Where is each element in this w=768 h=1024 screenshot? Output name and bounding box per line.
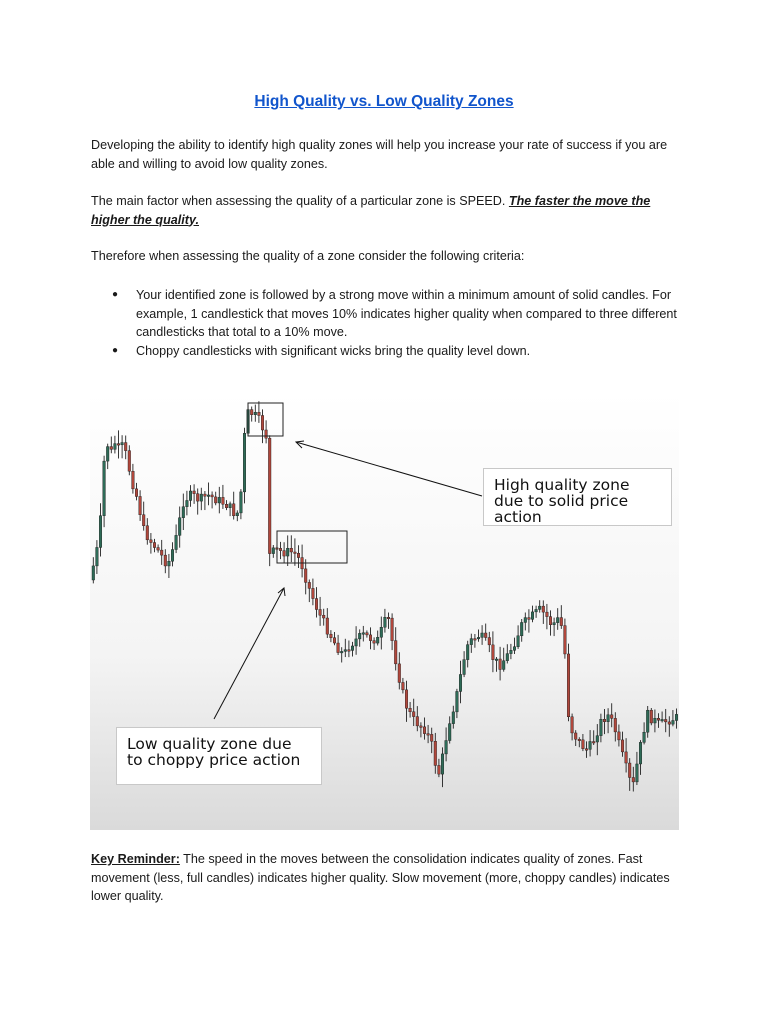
candle-body [556, 618, 559, 623]
candle-body [333, 638, 336, 643]
candle-body [99, 516, 102, 548]
candle-body [319, 610, 322, 616]
speed-emphasis: The faster the move the higher the quality. [91, 194, 651, 227]
candle-body [286, 548, 289, 556]
candle-body [268, 438, 271, 553]
candle-body [520, 622, 523, 635]
criteria-item-text: Choppy candlesticks with significant wicks bring the quality level down. [136, 343, 531, 358]
candle-body [297, 553, 300, 557]
criteria-intro: Therefore when assessing the quality of a zone consider the following criteria: [91, 249, 525, 263]
candle-body [416, 717, 419, 726]
candle-body [636, 764, 639, 782]
candle-body [459, 674, 462, 691]
candle-body [326, 618, 329, 634]
candle-body [186, 500, 189, 506]
candle-body [160, 550, 163, 555]
candle-body [546, 612, 549, 616]
candle-body [628, 763, 631, 777]
candle-body [387, 617, 390, 619]
candle-body [168, 561, 171, 566]
candle-body [610, 715, 613, 719]
candle-body [394, 641, 397, 664]
candle-body [409, 708, 412, 712]
candle-body [438, 765, 441, 774]
candle-body [528, 618, 531, 620]
candle-body [578, 739, 581, 741]
candlestick-chart [90, 392, 679, 830]
candle-body [128, 451, 131, 472]
candle-body [430, 734, 433, 741]
candle-body [132, 471, 135, 489]
candle-body [675, 714, 678, 720]
candle-body [441, 754, 444, 774]
candle-body [232, 504, 235, 516]
candle-body [585, 749, 588, 751]
candle-body [200, 494, 203, 501]
candle-body [358, 633, 361, 639]
candle-body [193, 491, 196, 494]
candle-body [506, 654, 509, 661]
candle-body [189, 491, 192, 500]
candle-body [402, 682, 405, 689]
candle-body [279, 548, 282, 550]
intro-paragraph: Developing the ability to identify high quality zones will help you increase your rate of success if you are able and willing to avoid low quality zones. [91, 138, 668, 171]
candle-body [178, 518, 181, 536]
candle-body [124, 443, 127, 451]
candle-body [643, 732, 646, 742]
candle-body [621, 740, 624, 752]
candle-body [560, 618, 563, 626]
candle-body [182, 507, 185, 518]
candle-body [513, 647, 516, 651]
candle-body [214, 497, 217, 503]
speed-text: The main factor when assessing the quality of a particular zone is SPEED. [91, 194, 506, 208]
candle-body [121, 443, 124, 445]
candle-body [492, 645, 495, 660]
candle-body [376, 637, 379, 643]
candle-body [272, 548, 275, 554]
candle-body [384, 617, 387, 627]
candle-body [294, 552, 297, 554]
candle-body [340, 651, 343, 653]
criteria-item [112, 286, 682, 342]
candle-body [222, 497, 225, 504]
candle-body [603, 719, 606, 721]
candle-body [236, 513, 239, 516]
candle-body [420, 726, 423, 728]
candle-body [344, 650, 347, 652]
candle-body [618, 732, 621, 740]
low-quality-callout: Low quality zone due to choppy price action [116, 727, 322, 785]
candle-body [243, 433, 246, 492]
candle-body [531, 612, 534, 619]
candle-body [632, 777, 635, 781]
candle-body [646, 710, 649, 732]
candle-body [445, 741, 448, 754]
candle-body [405, 690, 408, 708]
candle-body [337, 643, 340, 653]
candle-body [135, 489, 138, 497]
candle-body [672, 721, 675, 725]
candle-body [538, 606, 541, 609]
candle-body [488, 638, 491, 645]
criteria-item [112, 342, 682, 361]
candle-body [596, 736, 599, 742]
candle-body [398, 664, 401, 683]
candle-body [110, 447, 113, 450]
candle-body [175, 535, 178, 549]
candle-body [499, 659, 502, 669]
candle-body [139, 496, 142, 514]
candle-body [535, 609, 538, 611]
candle-body [103, 461, 106, 516]
candle-body [254, 412, 257, 414]
candle-body [625, 752, 628, 763]
candle-body [592, 742, 595, 744]
candle-body [661, 719, 664, 721]
candle-body [330, 634, 333, 638]
candle-body [574, 733, 577, 739]
candle-body [157, 548, 160, 551]
candle-body [355, 639, 358, 646]
candle-body [315, 599, 318, 610]
candle-body [304, 569, 307, 583]
candle-body [517, 636, 520, 647]
candle-body [668, 722, 671, 724]
candle-body [524, 618, 527, 623]
candle-body [204, 494, 207, 496]
candle-body [452, 712, 455, 724]
candle-body [470, 639, 473, 645]
candle-body [146, 526, 149, 540]
candle-body [614, 718, 617, 732]
candle-body [366, 633, 369, 635]
candle-body [564, 626, 567, 654]
candle-body [412, 712, 415, 717]
candle-body [265, 430, 268, 438]
candle-body [150, 540, 153, 543]
candle-body [639, 742, 642, 764]
candle-body [571, 717, 574, 733]
candle-body [495, 659, 498, 661]
candle-body [196, 494, 199, 501]
candle-body [322, 615, 325, 618]
candle-body [258, 412, 261, 415]
candle-body [456, 691, 459, 711]
candle-body [351, 646, 354, 650]
candle-body [250, 410, 253, 415]
candle-body [466, 645, 469, 660]
candle-body [290, 548, 293, 552]
candle-body [373, 641, 376, 643]
candle-body [171, 550, 174, 562]
candle-body [114, 444, 117, 450]
candle-body [380, 627, 383, 637]
candle-body [664, 719, 667, 721]
candle-body [589, 742, 592, 750]
candle-body [484, 633, 487, 638]
candle-body [225, 504, 228, 508]
candle-body [348, 650, 351, 652]
candle-body [283, 551, 286, 556]
candle-body [553, 623, 556, 625]
candle-body [423, 727, 426, 734]
candle-body [481, 633, 484, 637]
candle-body [153, 543, 156, 548]
candle-body [582, 740, 585, 749]
candle-body [607, 715, 610, 722]
candle-body [600, 719, 603, 735]
candle-body [92, 566, 95, 580]
key-reminder-text: The speed in the moves between the consolidation indicates quality of zones. Fast movement (less, full candles) indicates higher quality. Slow movement (more, choppy candles) indicates lower quality. [91, 852, 670, 903]
candle-body [308, 582, 311, 588]
bullet-icon: ● [112, 344, 119, 356]
candle-body [650, 710, 653, 723]
candle-body [218, 497, 221, 503]
high-quality-callout: High quality zone due to solid price action [483, 468, 672, 526]
key-reminder-label: Key Reminder: [91, 852, 180, 866]
candle-body [117, 444, 120, 446]
candle-body [391, 618, 394, 640]
candle-body [502, 661, 505, 670]
candle-body [369, 635, 372, 641]
candle-body [207, 495, 210, 497]
candle-body [312, 588, 315, 598]
candle-body [96, 547, 99, 565]
candle-body [211, 495, 214, 497]
candle-body [549, 617, 552, 625]
candle-body [240, 492, 243, 513]
candle-body [434, 741, 437, 765]
candle-body [261, 415, 264, 430]
candle-body [477, 637, 480, 639]
bullet-icon: ● [112, 289, 119, 300]
candle-body [106, 447, 109, 462]
candle-body [362, 633, 365, 635]
candle-body [463, 660, 466, 675]
candle-body [448, 724, 451, 741]
candle-body [657, 718, 660, 720]
page-title: High Quality vs. Low Quality Zones [254, 93, 514, 110]
candle-body [510, 650, 513, 653]
candle-body [542, 606, 545, 612]
candle-body [654, 718, 657, 723]
candle-body [567, 654, 570, 717]
candle-body [427, 734, 430, 736]
speed-paragraph [91, 192, 691, 229]
candle-body [474, 639, 477, 641]
candle-body [142, 515, 145, 526]
key-reminder [91, 850, 691, 906]
candle-body [164, 555, 167, 566]
candle-body [229, 504, 232, 508]
criteria-item-text: Your identified zone is followed by a strong move within a minimum amount of solid candles. For example, 1 candlestick that moves 10% indicates higher quality when compared to three different candlesticks that total to a 10% move. [136, 288, 677, 339]
criteria-list [112, 286, 682, 360]
